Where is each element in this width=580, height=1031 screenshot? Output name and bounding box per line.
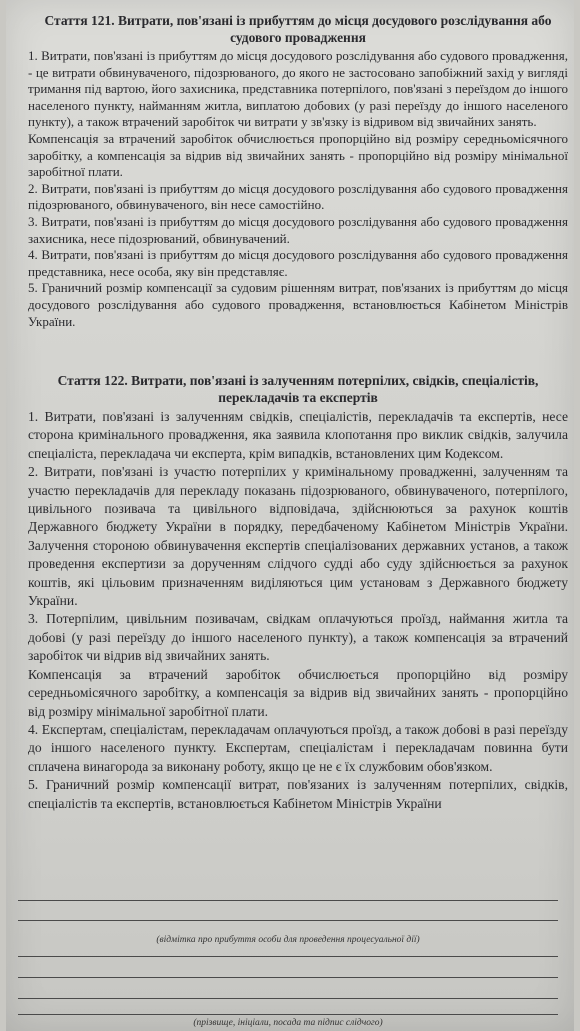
article-122-paragraph-2: 2. Витрати, пов'язані із участю потерпілих у кримінальному провадженні, залученням та участю перекладачів для перекладу показань підозрюваного, обвинуваченого, потерпілого, цивільного позивача та цивільного відповідача, здійснюються за рахунок коштів Державного бюджету України в порядку, передбаченому Кабінетом Міністрів України. Залучення стороною обвинувачення експертів спеціалізованих державних установ, а також проведення експертизи за дорученням слідчого судді або суду здійснюється за рахунок коштів, які цільовим призначенням виділяються цим установам з Державного бюджету України. [28,464,568,609]
investigator-signature-caption: (прізвище, ініціали, посада та підпис слідчого) [193,1018,383,1028]
article-121-paragraph-1: 1. Витрати, пов'язані із прибуттям до місця досудового розслідування або судового провадження, - це витрати обвинуваченого, підозрюваного, до якого не застосовано запобіжний захід у вигляді тримання під вартою, його захисника, представника потерпілого, пов'язані з переїздом до іншого населеного пункту, найманням житла, виплатою добових (у разі переїзду до іншого населеного пункту), а також втрачений заробіток чи витрати у зв'язку із відривом від звичайних занять. [28,48,568,130]
signature-line [18,998,558,999]
signature-line [18,900,558,901]
article-121 [28,12,568,330]
article-122-heading: Стаття 122. Витрати, пов'язані із залученням потерпілих, свідків, спеціалістів, перекладачів та експертів [57,373,539,405]
article-122-paragraph-compensation: Компенсація за втрачений заробіток обчислюється пропорційно від розміру середньомісячного заробітку, а компенсація за відрив від звичайних занять - пропорційно від розміру мінімальної заробітної плати. [28,666,568,719]
signature-line [18,977,558,978]
article-121-paragraph-3: 3. Витрати, пов'язані із прибуттям до місця досудового розслідування або судового провадження захисника, несе підозрюваний, обвинувачений. [28,213,568,246]
article-121-paragraph-5: 5. Граничний розмір компенсації за судовим рішенням витрат, пов'язаних із прибуттям до місця досудового розслідування або судового провадження, встановлюється Кабінетом Міністрів України. [28,280,568,329]
article-122-paragraph-5: 5. Граничний розмір компенсації витрат, пов'язаних із залученням потерпілих, свідків, спеціалістів та експертів, встановлюється Кабінетом Міністрів України [28,777,568,811]
signature-line [18,920,558,921]
signature-line [18,956,558,957]
article-122-paragraph-1: 1. Витрати, пов'язані із залученням свідків, спеціалістів, перекладачів та експертів, несе сторона кримінального провадження, яка заявила клопотання про виклик свідків, залучила спеціаліста, перекладача чи експерта, крім випадків, встановлених цим Кодексом. [28,409,568,461]
article-122 [28,372,568,813]
article-121-paragraph-2: 2. Витрати, пов'язані із прибуттям до місця досудового розслідування або судового провадження підозрюваного, обвинуваченого, він несе самостійно. [28,180,568,213]
signature-line [18,1014,558,1015]
arrival-note-caption: (відмітка про прибуття особи для проведення процесуальної дії) [156,935,420,945]
article-121-heading: Стаття 121. Витрати, пов'язані із прибуттям до місця досудового розслідування або судового провадження [44,13,552,45]
article-122-paragraph-3: 3. Потерпілим, цивільним позивачам, свідкам оплачуються проїзд, наймання житла та добові (у разі переїзду до іншого населеного пункту), а також компенсація за втрачений заробіток чи відрив від звичайних занять. [28,611,568,664]
article-122-paragraph-4: 4. Експертам, спеціалістам, перекладачам оплачуються проїзд, а також добові в разі переїзду до іншого населеного пункту. Експертам, спеціалістам і перекладачам повинна бути сплачена винагорода за виконану роботу, якщо це не є їх службовим обов'язком. [28,721,568,774]
article-121-paragraph-compensation: Компенсація за втрачений заробіток обчислюється пропорційно від розміру середньомісячного заробітку, а компенсація за відрив від звичайних занять - пропорційно від розміру мінімальної заробітної плати. [28,130,568,180]
article-121-paragraph-4: 4. Витрати, пов'язані із прибуттям до місця досудового розслідування або судового провадження представника, несе особа, яку він представляє. [28,247,568,279]
document-page [6,0,574,1031]
